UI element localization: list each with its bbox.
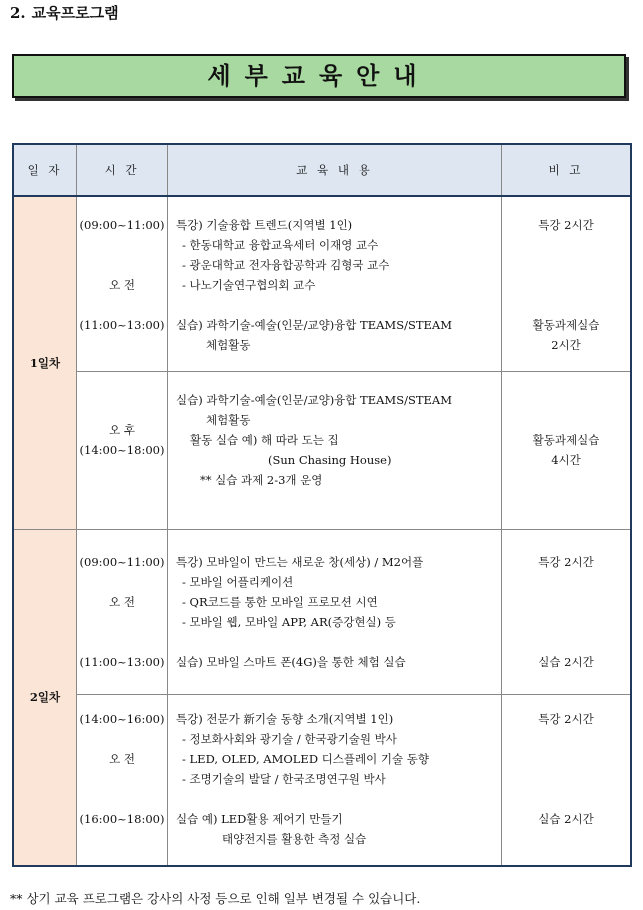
day-label: 1일차 bbox=[13, 196, 77, 529]
time-range: (09:00~11:00) bbox=[79, 218, 165, 232]
note-text: 4시간 bbox=[551, 452, 581, 467]
content-line: - 정보화사회와 광기술 / 한국광기술원 박사 bbox=[182, 731, 397, 746]
table-row bbox=[13, 196, 631, 371]
content-line: 특강) 전문가 新기술 동향 소개(지역별 1인) bbox=[176, 711, 394, 726]
content-cell bbox=[168, 371, 502, 529]
header-row bbox=[13, 144, 631, 196]
period-label: 오 전 bbox=[109, 751, 135, 766]
content-line: 실습) 과학기술-예술(인문/교양)융합 TEAMS/STEAM bbox=[176, 318, 452, 332]
time-range: (11:00~13:00) bbox=[79, 654, 165, 669]
note-cell bbox=[502, 529, 632, 694]
note-text: 2시간 bbox=[551, 338, 581, 352]
table-row bbox=[13, 371, 631, 529]
header-content: 교 육 내 용 bbox=[168, 144, 502, 196]
time-range: (09:00~11:00) bbox=[79, 554, 165, 569]
content-line: - 광운대학교 전자융합공학과 김형국 교수 bbox=[182, 258, 390, 272]
content-line: 실습) 모바일 스마트 폰(4G)을 통한 체험 실습 bbox=[176, 654, 406, 669]
content-cell bbox=[168, 694, 502, 866]
note-cell bbox=[502, 694, 632, 866]
time-cell bbox=[77, 371, 168, 529]
content-line: - 모바일 웹, 모바일 APP, AR(증강현실) 등 bbox=[182, 614, 396, 629]
content-line: (Sun Chasing House) bbox=[268, 452, 392, 467]
time-range: (14:00~16:00) bbox=[79, 711, 165, 726]
content-line: - 모바일 어플리케이션 bbox=[182, 574, 294, 589]
note-cell bbox=[502, 371, 632, 529]
time-cell bbox=[77, 196, 168, 371]
header-time: 시 간 bbox=[77, 144, 168, 196]
period-label: 오 전 bbox=[109, 594, 135, 609]
note-text: 실습 2시간 bbox=[538, 654, 594, 669]
content-line: 특강) 기술융합 트렌드(지역별 1인) bbox=[176, 218, 353, 232]
content-line: 체험활동 bbox=[206, 338, 251, 352]
content-line: - 조명기술의 발달 / 한국조명연구원 박사 bbox=[182, 771, 386, 786]
footnote: ** 상기 교육 프로그램은 강사의 사정 등으로 인해 일부 변경될 수 있습니다. bbox=[10, 891, 421, 906]
note-text: 특강 2시간 bbox=[538, 554, 594, 569]
content-line: 실습) 과학기술-예술(인문/교양)융합 TEAMS/STEAM bbox=[176, 392, 452, 407]
period-label: 오 후 bbox=[109, 422, 135, 437]
content-line: ** 실습 과제 2-3개 운영 bbox=[200, 472, 323, 487]
content-line: - 한동대학교 융합교육세터 이재영 교수 bbox=[182, 238, 379, 252]
day-label: 2일차 bbox=[13, 529, 77, 866]
content-line: - LED, OLED, AMOLED 디스플레이 기술 동향 bbox=[182, 751, 429, 766]
header-note: 비 고 bbox=[502, 144, 632, 196]
period-label: 오 전 bbox=[109, 278, 135, 292]
note-text: 특강 2시간 bbox=[538, 218, 594, 232]
table-row bbox=[13, 529, 631, 694]
time-cell bbox=[77, 529, 168, 694]
time-range: (11:00~13:00) bbox=[79, 318, 165, 332]
section-number: 2. bbox=[10, 4, 26, 22]
content-cell bbox=[168, 196, 502, 371]
content-line: 활동 실습 예) 해 따라 도는 집 bbox=[190, 432, 339, 447]
content-line: - QR코드를 통한 모바일 프로모션 시연 bbox=[182, 594, 378, 609]
banner-title: 세부교육안내 bbox=[12, 54, 626, 98]
table-row bbox=[13, 694, 631, 866]
note-text: 활동과제실습 bbox=[532, 432, 600, 447]
time-cell bbox=[77, 694, 168, 866]
content-line: 태양전지를 활용한 측정 실습 bbox=[222, 831, 367, 846]
content-line: - 나노기술연구협의회 교수 bbox=[182, 278, 316, 292]
note-text: 활동과제실습 bbox=[532, 318, 600, 332]
note-text: 실습 2시간 bbox=[538, 811, 594, 826]
section-heading bbox=[10, 2, 119, 23]
time-range: (14:00~18:00) bbox=[79, 442, 165, 457]
content-line: 특강) 모바일이 만드는 새로운 창(세상) / M2어플 bbox=[176, 554, 424, 569]
content-cell bbox=[168, 529, 502, 694]
header-day: 일 자 bbox=[13, 144, 77, 196]
content-line: 실습 예) LED활용 제어기 만들기 bbox=[176, 811, 343, 826]
note-cell bbox=[502, 196, 632, 371]
time-range: (16:00~18:00) bbox=[79, 811, 165, 826]
schedule-table bbox=[12, 143, 632, 867]
content-line: 체험활동 bbox=[206, 412, 251, 427]
section-title: 교육프로그램 bbox=[31, 4, 119, 22]
note-text: 특강 2시간 bbox=[538, 711, 594, 726]
